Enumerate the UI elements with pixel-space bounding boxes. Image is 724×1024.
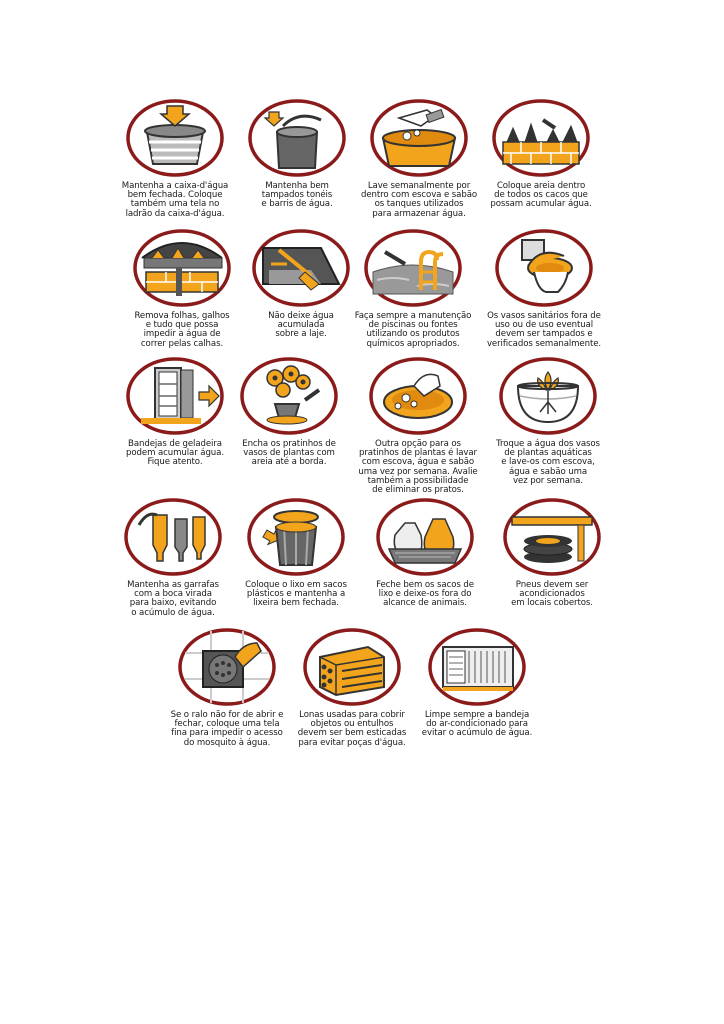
tip-toilet [474,228,614,349]
tip-caption: Troque a água dos vasos de plantas aquáticas e lave-os com escova, água e sabão uma vez por semana. [496,439,600,486]
tip-floor-drain [157,627,297,748]
tip-caption: Coloque areia dentro de todos os cacos que possam acumular água. [490,181,592,210]
floor-drain-icon [177,627,277,707]
tip-caption: Mantenha as garrafas com a boca virada para baixo, evitando o acúmulo de água. [127,580,219,618]
gutter-leaves-icon [132,228,232,308]
tip-caption: Remova folhas, galhos e tudo que possa impedir a água de correr pelas calhas. [134,311,230,349]
tip-water-tank [105,98,245,219]
roof-slab-broom-icon [251,228,351,308]
tip-pool [343,228,483,349]
plant-dish-scrub-icon [368,356,468,436]
wash-tank-icon [369,98,469,178]
tip-tarp [282,627,422,748]
tarp-lumber-icon [302,627,402,707]
air-conditioner-icon [427,627,527,707]
tip-caption: Pneus devem ser acondicionados em locais cobertos. [511,580,593,609]
bottles-upside-down-icon [123,497,223,577]
tip-caption: Lave semanalmente por dentro com escova e sabão os tanques utilizados para armazenar água. [360,181,478,219]
tip-bottles [103,497,243,618]
tip-caption: Encha os pratinhos de vasos de plantas com areia até a borda. [242,439,336,468]
tip-caption: Outra opção para os pratinhos de plantas é lavar com escova, água e sabão uma vez por semana. Avalie também a possibilidade de eliminar os pratos. [358,439,478,496]
tip-tires [482,497,622,609]
tip-wash-tank [349,98,489,219]
tip-aquatic-plant [478,356,618,486]
tip-caption: Os vasos sanitários fora de uso ou de uso eventual devem ser tampados e verificados semanalmente. [486,311,602,349]
aquatic-plant-vase-icon [498,356,598,436]
tip-barrel [227,98,367,210]
refrigerator-icon [125,356,225,436]
tip-caption: Bandejas de geladeira podem acumular água. Fique atento. [126,439,224,468]
tip-caption: Mantenha a caixa-d'água bem fechada. Coloque também uma tela no ladrão da caixa-d'água. [121,181,229,219]
broken-glass-wall-icon [491,98,591,178]
water-tank-icon [125,98,225,178]
tip-caption: Lonas usadas para cobrir objetos ou entulhos devem ser bem esticadas para evitar poças d'água. [297,710,407,748]
garbage-bags-icon [375,497,475,577]
barrel-icon [247,98,347,178]
tip-flower-pot [219,356,359,468]
tip-caption: Se o ralo não for de abrir e fechar, coloque uma tela fina para impedir o acesso do mosquito à água. [170,710,284,748]
tip-broken-glass [471,98,611,210]
tip-air-conditioner [407,627,547,739]
tip-plant-dish [348,356,488,495]
tip-caption: Limpe sempre a bandeja do ar-condicionado para evitar o acúmulo de água. [421,710,533,739]
tip-caption: Coloque o lixo em sacos plásticos e mantenha a lixeira bem fechada. [245,580,347,609]
trash-bin-icon [246,497,346,577]
tires-shelter-icon [502,497,602,577]
tip-caption: Faça sempre a manutenção de piscinas ou fontes utilizando os produtos químicos apropriados. [354,311,472,349]
tip-trash-bin [226,497,366,609]
toilet-icon [494,228,594,308]
pool-ladder-icon [363,228,463,308]
tip-caption: Não deixe água acumulada sobre a laje. [268,311,334,340]
tip-caption: Feche bem os sacos de lixo e deixe-os fora do alcance de animais. [376,580,474,609]
flower-pot-icon [239,356,339,436]
tip-garbage-bags [355,497,495,609]
tip-caption: Mantenha bem tampados tonéis e barris de água. [261,181,333,210]
